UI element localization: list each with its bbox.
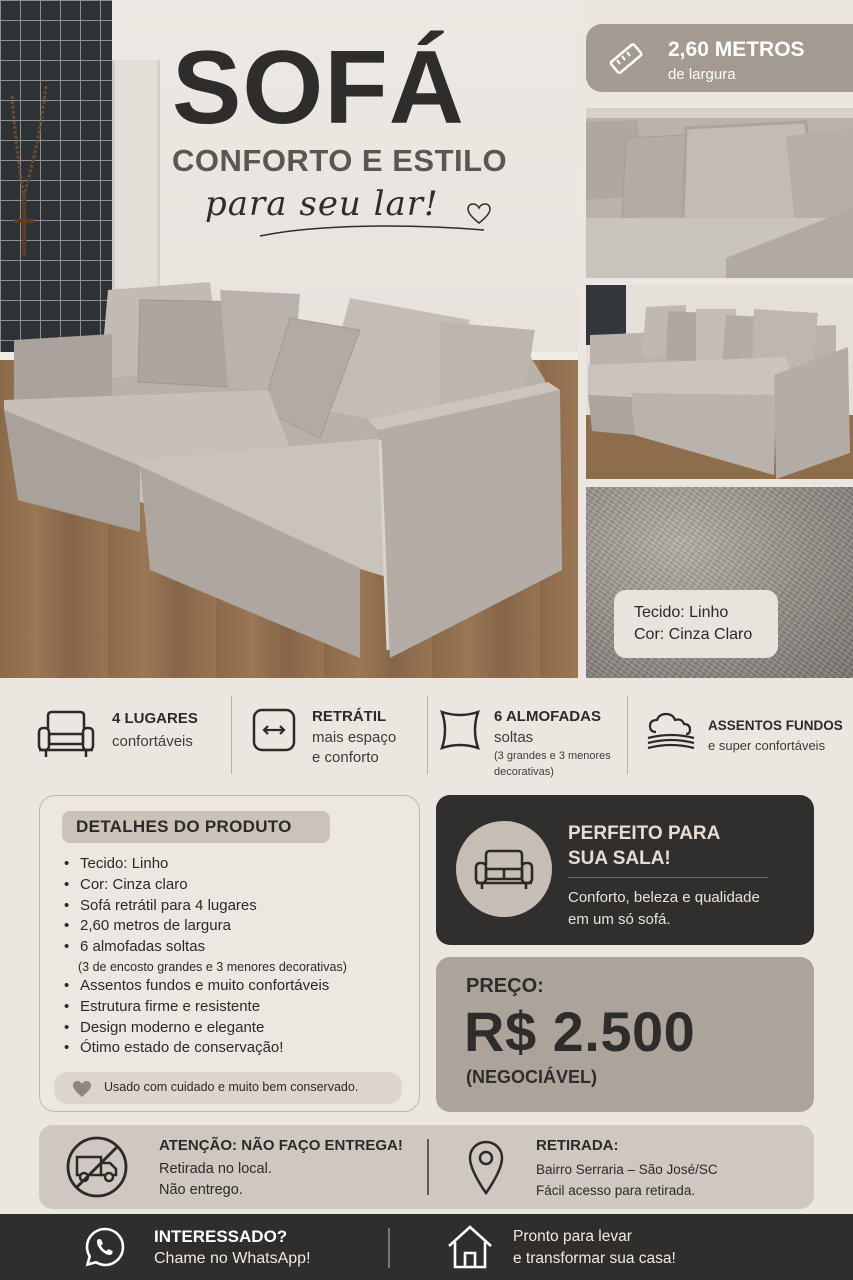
list-item [62,997,412,1018]
width-badge [586,24,853,92]
condition-note [54,1072,402,1104]
perfect-title [568,821,720,871]
feature-pillows-note2: decorativas) [494,766,554,778]
perfect-card [436,795,814,945]
house-icon [446,1224,494,1270]
list-item [62,875,412,896]
footer-bar [0,1214,853,1280]
list-item [62,896,412,917]
price-condition: (NEGOCIÁVEL) [466,1067,598,1087]
hero-script: para seu lar! [205,184,439,224]
cta-title: INTERESSADO? [154,1227,288,1246]
feature-retractable-title: RETRÁTIL [312,708,387,725]
list-item-text: Sofá retrátil para 4 lugares [80,896,257,914]
list-item-text: Cor: Cinza claro [80,875,188,893]
feature-seats [0,678,230,788]
price-label: PREÇO: [466,975,544,997]
features-row [0,678,853,788]
product-details-card [39,795,420,1112]
sofa-side-illustration [586,285,853,479]
delivery-title: ATENÇÃO: NÃO FAÇO ENTREGA! [159,1137,403,1154]
cloud-comfort-icon [646,712,696,752]
whatsapp-icon[interactable] [84,1226,126,1268]
list-item-text: Assentos fundos e muito confortáveis [80,976,330,994]
sofa-badge [456,821,552,917]
list-item-text: 2,60 metros de largura [80,917,231,935]
width-value: 2,60 METROS [668,38,805,61]
hero-photo [0,0,578,678]
details-list [62,854,412,1059]
list-item-text: Estrutura firme e resistente [80,997,261,1015]
feature-retractable-line2: e conforto [312,749,379,766]
perfect-title-line2: SUA SALA! [568,848,671,869]
hero-subtitle: CONFORTO E ESTILO [172,143,508,178]
feature-pillows-note1: (3 grandes e 3 menores [494,750,611,762]
perfect-title-line1: PERFEITO PARA [568,823,721,844]
feature-seats-title: 4 LUGARES [112,710,198,727]
pillows-illustration [586,108,853,278]
pickup-title: RETIRADA: [536,1137,619,1154]
pickup-line2: Fácil acesso para retirada. [536,1183,696,1198]
pickup-line1: Bairro Serraria – São José/SC [536,1162,718,1177]
feature-comfort-title: ASSENTOS FUNDOS [708,718,843,733]
list-item [62,976,412,997]
delivery-line1: Retirada no local. [159,1161,272,1177]
condition-note-text: Usado com cuidado e muito bem conservado. [104,1080,359,1094]
footer-text [513,1226,676,1270]
list-item [62,854,412,875]
fabric-tag [614,590,778,658]
list-item-text: 6 almofadas soltas [80,938,206,956]
pickup-text [536,1159,718,1201]
no-delivery-icon [65,1135,129,1199]
list-item [62,1038,412,1059]
ruler-icon [606,40,646,80]
footer-divider [388,1228,390,1268]
heart-outline-icon [466,202,492,226]
cta-text[interactable]: Chame no WhatsApp! [154,1250,311,1267]
perfect-text-line2: em um só sofá. [568,911,671,928]
delivery-bar [39,1125,814,1209]
delivery-line2: Não entrego. [159,1182,243,1198]
delivery-divider [427,1139,429,1195]
perfect-text [568,887,760,931]
footer-line1: Pronto para levar [513,1228,632,1245]
footer-line2: e transformar sua casa! [513,1250,676,1267]
price-card [436,957,814,1112]
fabric-type: Tecido: Linho [634,604,729,621]
list-item-note: (3 de encosto grandes e 3 menores decorativas) [78,959,347,974]
retractable-arrows-icon [252,708,296,752]
heart-icon [72,1080,92,1098]
hero-title: SOFÁ [172,30,465,146]
script-underline [258,222,488,242]
list-item-text: Ótimo estado de conservação! [80,1039,284,1057]
feature-pillows-text: soltas [494,729,534,746]
feature-retractable-line1: mais espaço [312,729,397,746]
feature-pillows [428,678,626,788]
price-value: R$ 2.500 [464,1000,696,1063]
details-title: DETALHES DO PRODUTO [62,811,330,843]
list-item [62,937,412,976]
feature-comfort [628,678,853,788]
width-label: de largura [668,66,736,83]
feature-comfort-text: e super confortáveis [708,738,826,753]
list-item [62,916,412,937]
sofa-photo [586,285,853,479]
feature-retractable [232,678,427,788]
sofa-icon [474,847,534,891]
list-item-text: Tecido: Linho [80,855,169,872]
pillows-photo [586,108,853,278]
feature-pillows-title: 6 ALMOFADAS [494,708,601,725]
armchair-icon [36,708,96,760]
delivery-text [159,1159,272,1201]
list-item [62,1018,412,1039]
pillow-icon [438,708,482,752]
fabric-color: Cor: Cinza Claro [634,626,753,643]
sofa-illustration [0,270,578,678]
feature-seats-text: confortáveis [112,733,193,750]
location-pin-icon [467,1139,505,1195]
perfect-text-line1: Conforto, beleza e qualidade [568,889,760,906]
list-item-text: Design moderno e elegante [80,1018,265,1036]
rosary-icon [10,86,50,256]
fabric-photo [586,487,853,678]
perfect-divider [568,877,768,878]
